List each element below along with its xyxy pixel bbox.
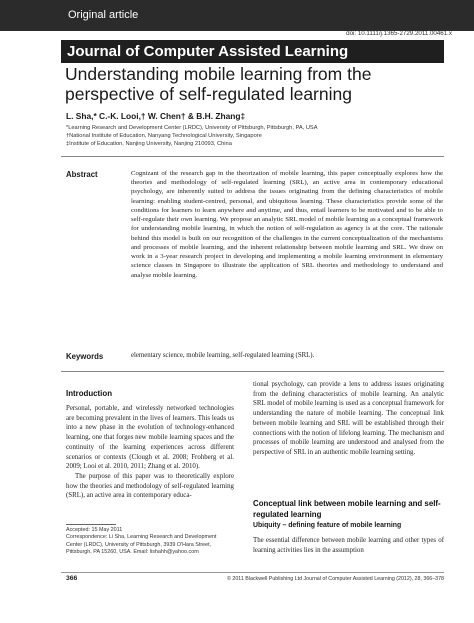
right-column: [253, 380, 444, 458]
abstract-label: Abstract: [66, 170, 98, 179]
footnote-divider: [66, 524, 116, 525]
left-column: [66, 404, 234, 501]
article-title: Understanding mobile learning from the perspective of self-regulated learning: [65, 64, 372, 104]
affiliation-1: *Learning Research and Development Center (LRDC), University of Pittsburgh, Pittsburgh, PA, USA: [66, 125, 318, 131]
journal-title: Journal of Computer Assisted Learning: [67, 43, 349, 60]
affiliation-3: ‡Institute of Education, Nanjing University, Nanjing 210093, China: [66, 141, 232, 147]
author-list: L. Sha,* C.-K. Looi,† W. Chen† & B.H. Zhang‡: [66, 111, 246, 121]
divider-top: [61, 156, 444, 157]
intro-paragraph-2: The purpose of this paper was to theoretically explore how the theories and methodology of self-regulated learning (SRL), an active area in contemporary educa-: [66, 472, 234, 500]
section-type-label: Original article: [68, 9, 139, 21]
abstract-text: Cognizant of the research gap in the theorization of mobile learning, this paper conceptually explores how the theories and methodology of self-regulated learning (SRL), an active area in contemporary educational psychology, are inherently suited to address the issues originating from the defining characteristics of mobile learning: enabling student-centred, personal, and ubiquitous learning. These characteristics provide some of the conditions for learners to learn anywhere and anytime, and thus, entail learners to be motivated and to be able to self-regulate their own learning. We propose an analytic SRL model of mobile learning as a conceptual framework for understanding mobile learning, in which the notion of self-regulation as agency is at the core. The rationale behind this model is built on our recognition of the challenges in the current conceptualization of the mechanisms and processes of mobile learning, and the inherent relationship between mobile learning and SRL. We draw on work in a 3-year research project in developing and implementing a mobile learning environment in elementary science classes in Singapore to illustrate the application of SRL theories and methodology to understand and analyse mobile learning.: [131, 170, 443, 279]
correspondence: Correspondence: Li Sha, Learning Research and Development Center (LRDC), University of Pittsburgh, 3939 O'Hara Street, Pittsburgh, PA 15260, USA. Email: lishahh@yahoo.com: [66, 534, 217, 556]
conceptual-link-heading: Conceptual link between mobile learning and self-regulated learning: [253, 499, 441, 519]
page-number: 366: [66, 575, 78, 582]
footnote: [66, 527, 234, 557]
intro-paragraph-1: Personal, portable, and wirelessly networked technologies are becoming prevalent in the lives of learners. This leads us into a new phase in the evolution of technology-enhanced learning, one that forges new mobile learning spaces and the continuity of the learning experiences across different scenarios or contexts (Clough et al. 2008; Frohberg et al. 2009; Looi et al. 2010, 2011; Zhang et al. 2010).: [66, 405, 234, 471]
doi-link[interactable]: doi: 10.1111/j.1365-2729.2011.00461.x: [346, 30, 452, 37]
keywords-text: elementary science, mobile learning, self-regulated learning (SRL).: [131, 352, 315, 359]
footer-divider: [61, 572, 444, 573]
accepted-date: Accepted: 15 May 2011: [66, 527, 123, 533]
divider-keywords: [61, 371, 444, 372]
copyright-footer: © 2011 Blackwell Publishing Ltd Journal of Computer Assisted Learning (2012), 28, 366–378: [227, 576, 444, 582]
ubiquity-subheading: Ubiquity – defining feature of mobile learning: [253, 522, 402, 529]
keywords-label: Keywords: [66, 352, 104, 361]
conceptual-paragraph: The essential difference between mobile learning and other types of learning activities lies in the assumption: [253, 537, 444, 554]
introduction-heading: Introduction: [66, 389, 113, 398]
right-paragraph-1: tional psychology, can provide a lens to address issues originating from the defining characteristics of mobile learning. An analytic SRL model of mobile learning is used as a conceptual framework for understanding the nature of mobile learning. The conceptual link between mobile learning and SRL will be established through their connections with the notion of lifelong learning. The mechanism and processes of mobile learning are understood and analysed from the perspective of SRL in an authentic mobile learning setting.: [253, 381, 444, 456]
affiliation-2: †National Institute of Education, Nanyang Technological University, Singapore: [66, 133, 262, 139]
